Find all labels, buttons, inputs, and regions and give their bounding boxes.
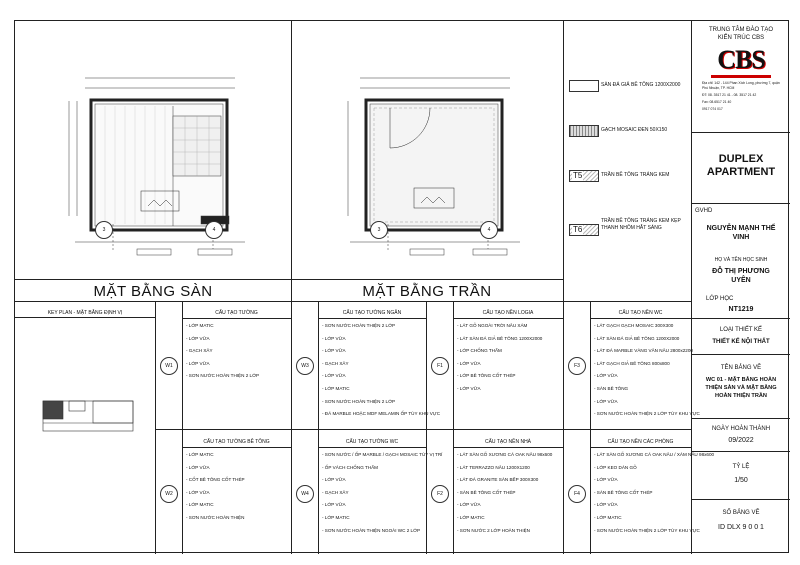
drawing-label: TÊN BẢNG VẼ — [720, 365, 762, 371]
spec-title: CẤU TẠO NỀN LOGIA — [482, 310, 534, 316]
spec-header-line — [590, 318, 691, 319]
keyplan-drawing — [33, 381, 143, 441]
spec-item: - LÁT GẠCH GẠCH MOSAIC 300X300 — [594, 323, 674, 328]
spec-code-bubble: F2 — [431, 485, 449, 503]
spec-item: - SƠN NƯỚC HOÀN THIỆN 2 LỚP — [186, 373, 260, 379]
spec-item: - LỚP VỮA — [594, 373, 618, 379]
gvhd-name: NGUYỄN MẠNH THẾ VINH — [706, 225, 776, 241]
spec-code-divider — [182, 430, 183, 554]
spec-item: - LỚP VỮA — [186, 489, 210, 495]
spec-item: - SÀN BÊ TÔNG — [594, 385, 629, 391]
spec-code-divider — [182, 301, 183, 429]
spec-item: - LỚP VỮA — [322, 477, 346, 483]
grid-bubble-3b: 3 — [370, 221, 388, 239]
spec-item: - SƠN NƯỚC HOÀN THIỆN NGOÀI WC 2 LỚP — [322, 527, 421, 533]
spec-code-bubble: W4 — [296, 485, 314, 503]
cbs-logo — [692, 45, 790, 78]
date-value: 09/2022 — [728, 437, 754, 444]
type-value: THIẾT KẾ NỘI THẤT — [712, 339, 770, 345]
spec-items — [186, 449, 289, 525]
spec-item: - GẠCH XÂY — [186, 348, 213, 354]
legend-text-3: TRẦN BÊ TÔNG TRÁNG KEM — [601, 172, 670, 178]
spec-item: - LỚP VỮA — [594, 398, 618, 404]
student-name: ĐỖ THỊ PHƯƠNG UYÊN — [712, 268, 770, 284]
spec-item: - LỚP VỮA — [457, 502, 481, 508]
legend-text-1: SÀN ĐÁ GIẢ BÊ TÔNG 1200X2000 — [601, 82, 681, 88]
spec-item: - LỚP MATIC — [186, 323, 214, 328]
floor-plan-drawing — [55, 56, 255, 256]
divider-plans — [291, 21, 292, 301]
scale-label: TỶ LỆ — [732, 464, 750, 470]
number-label: SỐ BẢNG VẼ — [722, 510, 760, 516]
legend-tag-t5: T5 — [573, 171, 583, 180]
legend-swatch-t5 — [569, 170, 599, 182]
spec-header-line — [590, 447, 691, 448]
logo-text: CBS — [717, 45, 765, 74]
spec-item: - SƠN NƯỚC HOÀN THIỆN 2 LỚP TÙY KHU VỰC — [594, 527, 700, 533]
spec-header-line — [182, 447, 291, 448]
gvhd-label: GVHD — [695, 208, 713, 214]
spec-cell-f4 — [563, 429, 715, 554]
spec-code-bubble: W3 — [296, 357, 314, 375]
divider-title-top — [15, 279, 563, 280]
legend-tag-t6: T6 — [573, 225, 583, 234]
tb-line-1 — [692, 132, 790, 133]
spec-title: CẤU TẠO TƯỜNG BÊ TÔNG — [203, 439, 270, 445]
spec-cell-w2 — [155, 429, 291, 554]
spec-item: - LÁT ĐÁ GRANITE SÀN BẾP 300X300 — [457, 477, 539, 483]
spec-header-line — [453, 447, 563, 448]
spec-item: - LỚP MATIC — [322, 514, 350, 520]
date-label: NGÀY HOÀN THÀNH — [711, 426, 771, 432]
drawing-value: WC 01 - MẶT BẰNG HOÀN THIỆN SÀN VÀ MẶT BẰNG HOÀN THIỆN TRẦN — [705, 377, 777, 399]
spec-header-line — [453, 318, 563, 319]
spec-item: - LỚP MATIC — [186, 452, 214, 457]
spec-item: - LỚP VỮA — [457, 360, 481, 366]
spec-item: - LỚP VỮA — [322, 335, 346, 341]
spec-item: - ỐP VÁCH CHỐNG THẤM — [322, 464, 378, 470]
class-value: NT1219 — [728, 306, 754, 313]
ceiling-plan-title: MẶT BẰNG TRẦN — [362, 283, 492, 300]
grid-bubble-4b: 4 — [480, 221, 498, 239]
spec-code-divider — [318, 430, 319, 554]
spec-items — [457, 449, 561, 537]
spec-item: - LỚP VỮA — [186, 464, 210, 470]
ceiling-plan-drawing — [330, 56, 530, 256]
scale-value: 1/50 — [734, 477, 748, 484]
spec-item: - LÁT SÀN GỖ XƯƠNG CÁ OAK NÂU / XÁM NÂU 98x600 — [594, 452, 715, 457]
class-label: LỚP HỌC — [706, 296, 734, 302]
title-block — [692, 21, 790, 554]
spec-title: CẤU TẠO TƯỜNG WC — [345, 439, 399, 445]
legend-text-2: GẠCH MOSAIC ĐEN 50X150 — [601, 127, 668, 133]
type-label: LOẠI THIẾT KẾ — [719, 327, 763, 333]
legend-swatch-concrete — [569, 80, 599, 92]
spec-title: CẤU TẠO NỀN CÁC PHÒNG — [607, 439, 674, 445]
spec-item: - CỐT BÊ TÔNG CỐT THÉP — [186, 477, 245, 483]
spec-item: - SƠN NƯỚC / ỐP MARBLE / GẠCH MOSAIC TÙY VỊ TRÍ — [322, 452, 443, 457]
spec-items — [186, 320, 289, 383]
spec-item: - SƠN NƯỚC HOÀN THIỆN — [186, 514, 245, 520]
tb-line-3 — [692, 318, 790, 319]
spec-item: - LỚP VỮA — [594, 502, 618, 508]
spec-item: - LÁT TERRAZZO NÂU 1200X1200 — [457, 464, 530, 470]
spec-items — [457, 320, 561, 396]
spec-cell-f1 — [426, 301, 563, 429]
tb-line-7 — [692, 499, 790, 500]
spec-code-divider — [590, 301, 591, 429]
spec-title: CẤU TẠO NỀN NHÀ — [484, 439, 532, 445]
spec-code-bubble: W2 — [160, 485, 178, 503]
spec-header-line — [182, 318, 291, 319]
tb-line-2 — [692, 203, 790, 204]
spec-header-line — [318, 447, 426, 448]
spec-item: - LÁT SÀN GỖ XƯƠNG CÁ OAK NÂU 98x600 — [457, 452, 553, 457]
contact-info — [702, 81, 782, 112]
spec-code-bubble: F3 — [568, 357, 586, 375]
spec-item: - LÁT SÀN ĐÁ GIẢ BÊ TÔNG 1200X2000 — [594, 335, 680, 341]
spec-item: - LÁT SÀN ĐÁ GIẢ BÊ TÔNG 1200X2000 — [457, 335, 543, 341]
floor-plan-title: MẶT BẰNG SÀN — [93, 283, 213, 300]
grid-bubble-4: 4 — [205, 221, 223, 239]
spec-item: - LỚP VỮA — [186, 360, 210, 366]
spec-item: - LỚP VỮA — [186, 335, 210, 341]
spec-code-divider — [453, 430, 454, 554]
spec-title: CẤU TẠO NỀN WC — [618, 310, 663, 316]
spec-item: - LÁT GẠCH GIẢ BÊ TÔNG 800x800 — [594, 360, 670, 366]
org-line-2: KIẾN TRÚC CBS — [717, 35, 765, 41]
org-line-1: TRUNG TÂM ĐÀO TẠO — [708, 27, 774, 33]
hotline: 0917 074 017 — [702, 107, 723, 111]
student-label: HỌ VÀ TÊN HỌC SINH — [714, 257, 768, 263]
tb-line-5 — [692, 418, 790, 419]
spec-item: - SƠN NƯỚC HOÀN THIỆN 2 LỚP TÙY KHU VỰC — [594, 411, 700, 417]
spec-item: - LỚP MATIC — [322, 385, 350, 391]
spec-item: - SÀN BÊ TÔNG CỐT THÉP — [594, 489, 653, 495]
spec-item: - LỚP KEO DÁN GỖ — [594, 464, 637, 470]
spec-header-line — [318, 318, 426, 319]
spec-code-bubble: F4 — [568, 485, 586, 503]
fax: Fax: 08.6517 21 40 — [702, 100, 732, 104]
spec-code-divider — [453, 301, 454, 429]
spec-cell-f2 — [426, 429, 563, 554]
spec-item: - LÁT ĐÁ MARBLE VÀNG VÂN NÂU 2800x2200 — [594, 348, 693, 354]
spec-item: - SÀN BÊ TÔNG CỐT THÉP — [457, 489, 516, 495]
spec-item: - ĐÁ MARBLE HOẶC MDF MELAMIN ỐP TÙY KHU VỰC — [322, 411, 441, 417]
spec-item: - LỚP VỮA — [594, 477, 618, 483]
grid-bubble-3: 3 — [95, 221, 113, 239]
spec-code-divider — [318, 301, 319, 429]
spec-item: - GẠCH XÂY — [322, 360, 349, 366]
spec-items — [594, 320, 700, 421]
spec-item: - LỚP VỮA — [322, 502, 346, 508]
spec-item: - LỚP VỮA — [457, 385, 481, 391]
spec-code-bubble: W1 — [160, 357, 178, 375]
keyplan-title: KEY PLAN - MẶT BẰNG ĐỊNH VỊ — [47, 310, 123, 316]
spec-item: - LỚP MATIC — [457, 514, 485, 520]
project-name: DUPLEX APARTMENT — [706, 153, 776, 178]
spec-item: - LỚP CHỐNG THẤM — [457, 348, 502, 354]
spec-item: - GẠCH XÂY — [322, 489, 349, 495]
keyplan-header-line — [15, 317, 155, 318]
spec-title: CẤU TẠO TƯỜNG NGĂN — [342, 310, 402, 316]
logo-underbar — [711, 75, 771, 78]
spec-item: - SƠN NƯỚC 2 LỚP HOÀN THIỆN — [457, 527, 531, 533]
spec-cell-w1 — [155, 301, 291, 429]
phone: ĐT: 08. 3517 21 41 - 08. 3517 21 42 — [702, 93, 757, 97]
legend-swatch-t6 — [569, 224, 599, 236]
spec-item: - LÁT GỖ NGOÀI TRỜI NÂU XÁM — [457, 323, 528, 328]
spec-item: - SƠN NƯỚC HOÀN THIỆN 2 LỚP — [322, 323, 396, 328]
spec-item: - LỚP VỮA — [322, 348, 346, 354]
spec-item: - LỚP BÊ TÔNG CỐT THÉP — [457, 373, 516, 379]
tb-line-4 — [692, 354, 790, 355]
spec-items — [594, 449, 715, 537]
spec-code-divider — [590, 430, 591, 554]
spec-item: - LỚP VỮA — [322, 373, 346, 379]
legend-text-4: TRẦN BÊ TÔNG TRÁNG KEM KẸP THANH NHÔM HẮT SÁNG — [601, 218, 681, 231]
address: Địa chỉ: 142 - 144 Phan Xích Long, phường 7, quận Phú Nhuận, TP. HCM — [702, 81, 780, 90]
spec-code-bubble: F1 — [431, 357, 449, 375]
spec-item: - SƠN NƯỚC HOÀN THIỆN 2 LỚP — [322, 398, 396, 404]
spec-cell-f3 — [563, 301, 700, 429]
spec-title: CẤU TẠO TƯỜNG — [215, 310, 258, 316]
spec-item: - LỚP MATIC — [186, 502, 214, 508]
number-value: ID DLX 9 0 0 1 — [718, 524, 764, 531]
legend-swatch-mosaic — [569, 125, 599, 137]
drawing-sheet — [14, 20, 789, 553]
spec-item: - LỚP MATIC — [594, 514, 622, 520]
